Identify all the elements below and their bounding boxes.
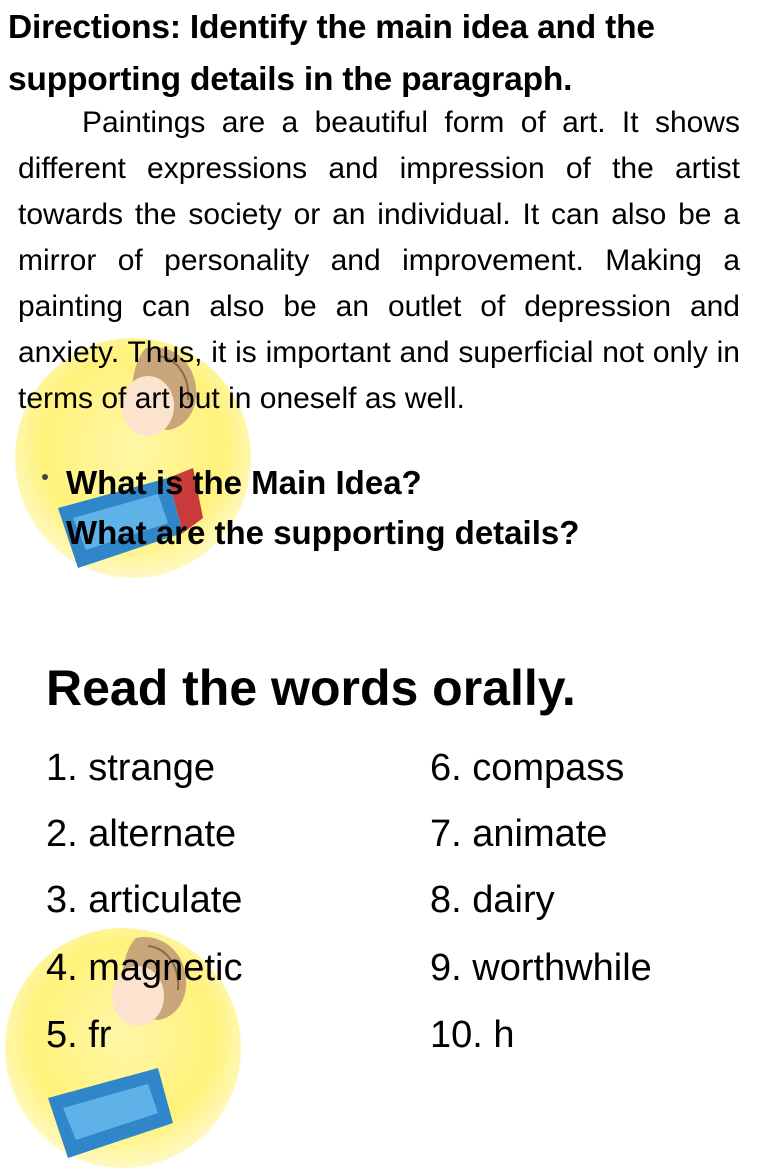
word-item: 10. h: [430, 1014, 515, 1056]
word-item: 9. worthwhile: [430, 947, 652, 989]
reading-paragraph: Paintings are a beautiful form of art. It shows different expressions and impression of the artist towards the society or an individual. It can also be a mirror of personality and improvement. Making a painting can also be an outlet of depression and anxiety. Thus, it is important and superficial not only in terms of art but in oneself as well.: [18, 106, 740, 415]
word-item: 5. fr: [46, 1014, 112, 1056]
main-idea-question: What is the Main Idea?: [66, 464, 422, 501]
bullet-icon: [42, 474, 48, 480]
word-item: 3. articulate: [46, 879, 243, 921]
read-words-title: Read the words orally.: [46, 660, 576, 716]
directions-heading: Directions: Identify the main idea and the supporting details in the paragraph.: [8, 9, 655, 98]
word-item: 4. magnetic: [46, 947, 243, 989]
word-item: 1. strange: [46, 747, 215, 789]
word-item: 8. dairy: [430, 879, 555, 921]
word-item: 6. compass: [430, 747, 625, 789]
word-item: 2. alternate: [46, 813, 237, 855]
supporting-details-question: What are the supporting details?: [66, 514, 580, 551]
slide-read-words: [0, 618, 768, 1056]
word-item: 7. animate: [430, 813, 608, 855]
question-list: [66, 458, 579, 558]
